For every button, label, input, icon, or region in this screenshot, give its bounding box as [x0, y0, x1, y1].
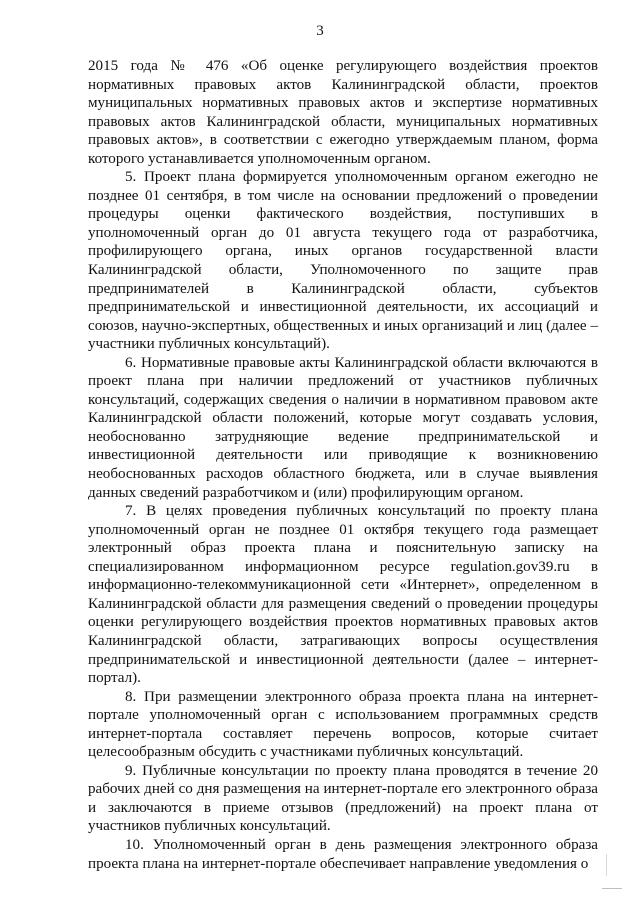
paragraph-item-9: 9. Публичные консультации по проекту плана проводятся в течение 20 рабочих дней со дня размещения на интернет-портале его электронного образа и заключаются в приеме отзывов (предложений) на проект плана от участников публичных консультаций.: [88, 762, 598, 835]
scan-corner-mark: [602, 888, 622, 889]
page-number: 3: [316, 23, 324, 39]
paragraph-item-7: 7. В целях проведения публичных консультаций по проекту плана уполномоченный орган не позднее 01 октября текущего года размещает электронный образ проекта плана и пояснительную записку на специализированном информационном ресурсе regulation.gov39.ru в информационно-телекоммуникационной сети «Интернет», определенном в Калининградской области для размещения сведений о проведении процедуры оценки регулирующего воздействия проектов нормативных правовых актов Калининградской области, затрагивающих вопросы осуществления предпринимательской и инвестиционной деятельности (далее – интернет-портал).: [88, 503, 598, 687]
scan-edge-mark: [606, 854, 607, 876]
paragraph-item-10: 10. Уполномоченный орган в день размещения электронного образа проекта плана на интернет-портале обеспечивает направление уведомления о: [88, 836, 598, 872]
paragraph-item-6: 6. Нормативные правовые акты Калининградской области включаются в проект плана при наличии предложений от участников публичных консультаций, содержащих сведения о наличии в нормативном правовом акте Калининградской области положений, которые могут создавать условия, необоснованно затрудняющие ведение предпринимательской и инвестиционной деятельности или приводящие к возникновению необоснованных расходов областного бюджета, или в случае выявления данных сведений разработчиком и (или) профилирующим органом.: [88, 354, 598, 501]
paragraph-continuation: 2015 года № 476 «Об оценке регулирующего воздействия проектов нормативных правовых актов Калининградской области, проектов муниципальных нормативных правовых актов и экспертизе нормативных правовых актов Калининградской области, муниципальных нормативных правовых актов», в соответствии с ежегодно утверждаемым планом, форма которого устанавливается уполномоченным органом.: [88, 58, 598, 167]
paragraph-item-5: 5. Проект плана формируется уполномоченным органом ежегодно не позднее 01 сентября, в том числе на основании предложений о проведении процедуры оценки фактического воздействия, поступивших в уполномоченный орган до 01 августа текущего года от разработчика, профилирующего органа, иных органов государственной власти Калининградской области, Уполномоченного по защите прав предпринимателей в Калининградской области, субъектов предпринимательской и инвестиционной деятельности, их ассоциаций и союзов, научно-экспертных, общественных и иных организаций и лиц (далее – участники публичных консультаций).: [88, 169, 598, 353]
document-body: [88, 57, 598, 873]
paragraph-item-8: 8. При размещении электронного образа проекта плана на интернет-портале уполномоченный орган с использованием программных средств интернет-портала составляет перечень вопросов, которые считает целесообразным обсудить с участниками публичных консультаций.: [88, 688, 598, 761]
